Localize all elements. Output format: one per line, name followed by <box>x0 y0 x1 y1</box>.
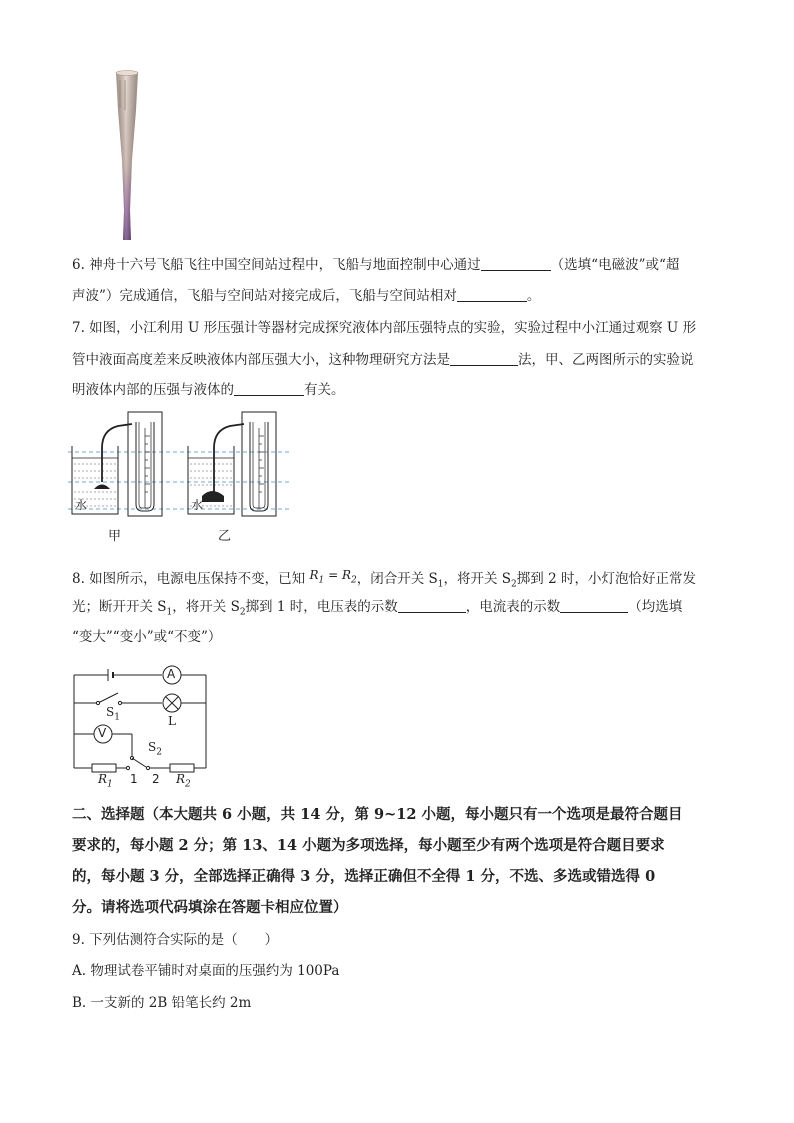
q8-text: （均选填 <box>628 599 683 615</box>
q8-text: ，闭合开关 S <box>356 571 438 587</box>
q8-blank-2[interactable] <box>560 598 628 613</box>
voltmeter-label: V <box>98 726 107 740</box>
water-label-b: 水 <box>191 498 204 512</box>
q8-text: ，电流表的示数 <box>465 599 561 615</box>
torch-image <box>112 70 142 242</box>
q6-text: 6. 神舟十六号飞船飞往中国空间站过程中，飞船与地面控制中心通过 <box>72 257 481 273</box>
q7-line-2 <box>72 350 694 370</box>
q7-text: 法，甲、乙两图所示的实验说 <box>518 352 694 368</box>
q6-text: 声波”）完成通信，飞船与空间站对接完成后，飞船与空间站相对 <box>72 288 457 304</box>
ammeter-label: A <box>167 667 176 681</box>
q8-formula: $R_1 = R_2$ <box>309 568 357 586</box>
q8-text: 掷到 2 时，小灯泡恰好正常发 <box>516 571 696 587</box>
q8-line-2: 光；断开开关 $S_1$，将开关 $S_2$掷到 1 时，电压表的示数 ，电流表的示数 （均选填 <box>72 599 683 618</box>
q7-text: 管中液面高度差来反映液体内部压强大小，这种物理研究方法是 <box>72 352 450 368</box>
q7-blank-2[interactable] <box>234 381 304 396</box>
q7-line-1: 7. 如图，小江利用 U 形压强计等器材完成探究液体内部压强特点的实验，实验过程中小江通过观察 U 形 <box>72 320 697 336</box>
q8-blank-1[interactable] <box>398 598 466 613</box>
section-2-line-4: 分。请将选项代码填涂在答题卡相应位置） <box>72 899 348 916</box>
lamp-label: L <box>168 714 176 728</box>
q8-line-1: 8. 如图所示，电源电压保持不变，已知 $R_1 = R_2$，闭合开关 $S_1$，将开关 $S_2$掷到 2 时，小灯泡恰好正常发 <box>72 568 696 590</box>
q7-blank-1[interactable] <box>450 351 518 366</box>
q9-option-a[interactable]: A. 物理试卷平铺时对桌面的压强约为 100Pa <box>72 963 340 979</box>
r1-label: $R_1$ <box>98 772 113 790</box>
u-tube-a <box>128 412 162 516</box>
q6-line-2 <box>72 286 540 306</box>
switch1-label: $S_1$ <box>106 705 120 723</box>
u-tube-b <box>242 412 276 516</box>
q8-text: 掷到 1 时，电压表的示数 <box>245 599 398 615</box>
q6-blank-1[interactable] <box>481 256 551 271</box>
q6-text: 。 <box>526 288 541 304</box>
q6-blank-2[interactable] <box>457 287 527 302</box>
r2-label: $R_2$ <box>176 772 191 790</box>
q7-text: 有关。 <box>304 382 345 398</box>
q8-text: ，将开关 S <box>443 571 512 587</box>
section-2-line-2: 要求的，每小题 2 分；第 13、14 小题为多项选择，每小题至少有两个选项是符合题目要求 <box>72 837 665 854</box>
q8-text: 光；断开开关 S <box>72 599 167 615</box>
q6-line-1 <box>72 255 679 275</box>
q9-option-b[interactable]: B. 一支新的 2B 铅笔长约 2m <box>72 995 252 1011</box>
throw-2-label: 2 <box>152 772 160 786</box>
section-2-line-3: 的，每小题 3 分，全部选择正确得 3 分，选择正确但不全得 1 分，不选、多选或错选得 0 <box>72 868 656 885</box>
switch2-label: $S_2$ <box>148 740 162 758</box>
q6-text: （选填“电磁波”或“超 <box>550 257 680 273</box>
q8-text: 8. 如图所示，电源电压保持不变，已知 <box>72 571 306 587</box>
q8-text: ，将开关 S <box>172 599 240 615</box>
caption-jia: 甲 <box>108 529 122 544</box>
caption-yi: 乙 <box>218 529 232 544</box>
section-2-line-1: 二、选择题（本大题共 6 小题，共 14 分，第 9~12 小题，每小题只有一个选项是最符合题目 <box>72 806 683 823</box>
water-label-a: 水 <box>75 498 88 512</box>
q7-text: 明液体内部的压强与液体的 <box>72 382 234 398</box>
q8-line-3: “变大”“变小”或“不变”） <box>72 629 222 645</box>
q9-stem: 9. 下列估测符合实际的是（ ） <box>72 932 279 948</box>
circuit-diagram <box>66 660 216 790</box>
throw-1-label: 1 <box>130 772 138 786</box>
q7-line-3 <box>72 380 345 400</box>
q7-figure <box>66 408 296 528</box>
